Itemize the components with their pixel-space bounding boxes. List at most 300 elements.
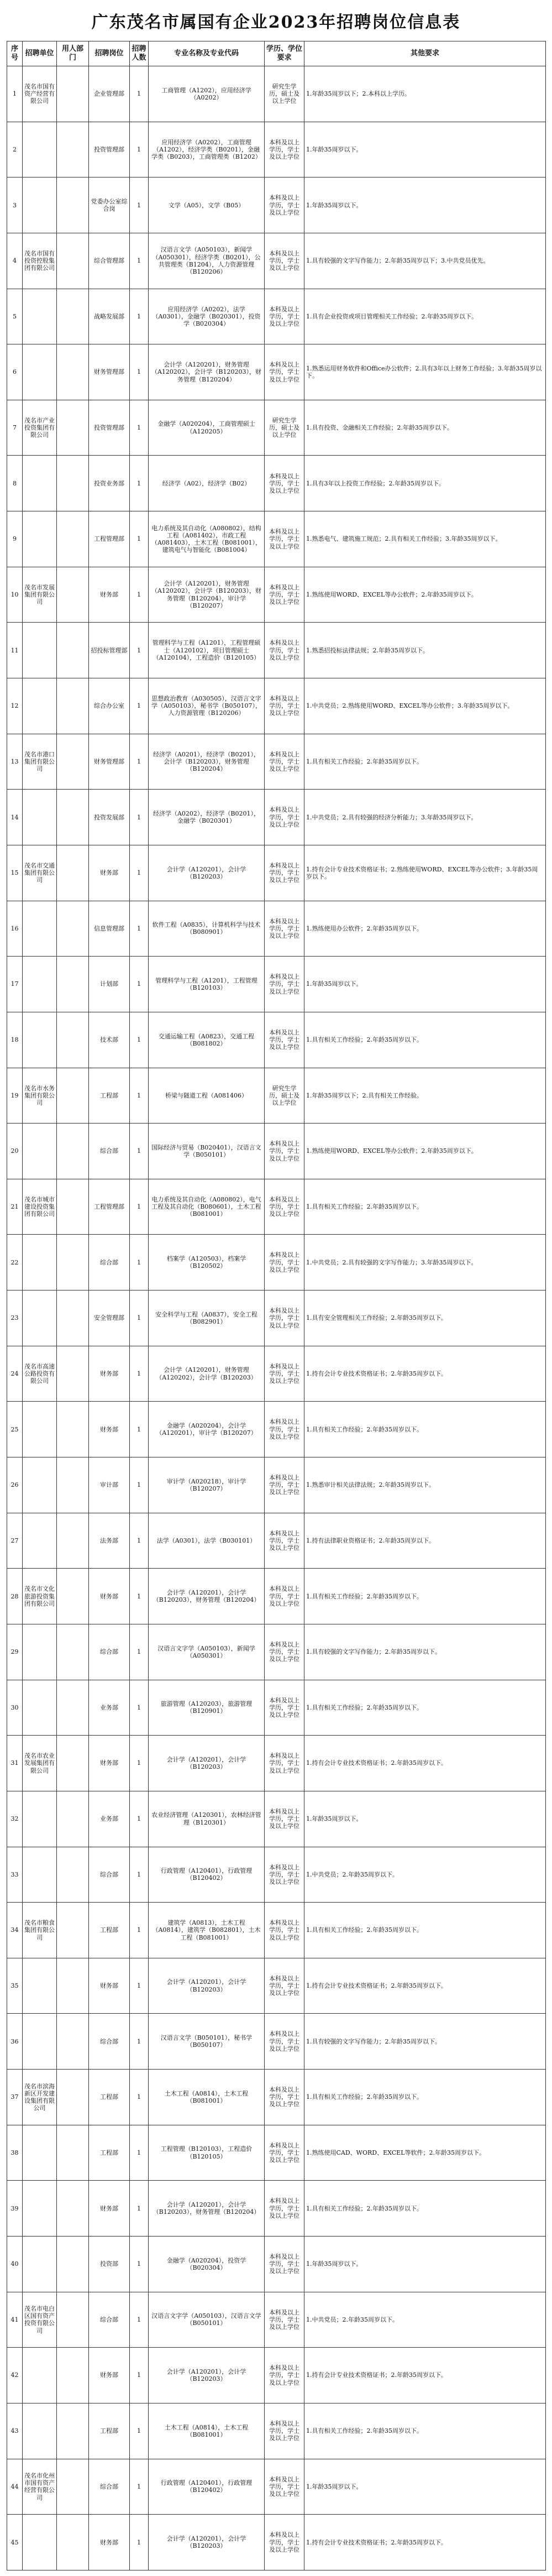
cell-other: 1.熟悉电气、建筑施工规范；2.具有相关工作经验；3.年龄35周岁以下。 <box>304 511 546 567</box>
cell-no: 31 <box>7 1736 23 1791</box>
cell-major: 经济学（A0202），经济学（B0201），金融学（B020301） <box>149 790 265 845</box>
cell-employer: 茂名市滨海新区开发建设集团有限公司 <box>23 2070 57 2125</box>
cell-employer <box>23 344 57 400</box>
cell-education: 本科及以上学历，学士及以上学位 <box>265 2459 304 2515</box>
cell-employer <box>23 1290 57 1346</box>
cell-count: 1 <box>130 289 149 344</box>
table-row <box>7 1569 546 1624</box>
cell-no: 10 <box>7 567 23 623</box>
cell-count: 1 <box>130 1346 149 1402</box>
cell-education: 本科及以上学历，学士及以上学位 <box>265 122 304 177</box>
cell-dept <box>57 2348 89 2403</box>
cell-major: 会计学（A120201），会计学（B120203），财务管理（B120204） <box>149 1569 265 1624</box>
cell-dept <box>57 2403 89 2459</box>
cell-employer <box>23 1624 57 1680</box>
cell-other: 1.熟悉运用财务软件和Office办公软件；2.具有3年以上财务工作经验；3.年龄35周岁以下。 <box>304 344 546 400</box>
cell-employer <box>23 2014 57 2070</box>
cell-no: 40 <box>7 2236 23 2292</box>
cell-job: 财务部 <box>89 2348 130 2403</box>
cell-major: 应用经济学（A0202），工商管理（A1202），经济学类（B0201），金融学类（B0203），工商管理类（B1202） <box>149 122 265 177</box>
cell-dept <box>57 511 89 567</box>
cell-dept <box>57 957 89 1012</box>
cell-count: 1 <box>130 1290 149 1346</box>
header-dept: 用人部门 <box>57 41 89 66</box>
cell-no: 26 <box>7 1457 23 1513</box>
cell-no: 2 <box>7 122 23 177</box>
cell-employer <box>23 901 57 957</box>
cell-count: 1 <box>130 1012 149 1068</box>
cell-job: 企业管理部 <box>89 66 130 122</box>
cell-employer <box>23 790 57 845</box>
cell-dept <box>57 289 89 344</box>
table-row <box>7 901 546 957</box>
cell-major: 行政管理（A120401），行政管理（B120402） <box>149 2459 265 2515</box>
cell-no: 32 <box>7 1791 23 1847</box>
cell-employer: 茂名市发展集团有限公司 <box>23 567 57 623</box>
cell-other: 1.年龄35周岁以下。 <box>304 2236 546 2292</box>
cell-other: 1.具有相关工作经验；2.年龄35周岁以下。 <box>304 1569 546 1624</box>
cell-employer: 茂名市产业投资集团有限公司 <box>23 400 57 456</box>
cell-major: 软件工程（A0835），计算机科学与技术（B080901） <box>149 901 265 957</box>
cell-no: 25 <box>7 1402 23 1457</box>
table-row <box>7 177 546 233</box>
cell-job: 计划部 <box>89 957 130 1012</box>
cell-other: 1.中共党员；2.具有较强的经济分析能力；3.年龄35周岁以下。 <box>304 790 546 845</box>
table-row <box>7 2292 546 2348</box>
cell-major: 会计学（A120201），会计学（B120203） <box>149 1736 265 1791</box>
cell-other: 1.持有法律职业资格证书；2.年龄35周岁以下。 <box>304 1513 546 1569</box>
cell-count: 1 <box>130 2403 149 2459</box>
cell-no: 9 <box>7 511 23 567</box>
table-row <box>7 1624 546 1680</box>
cell-employer <box>23 957 57 1012</box>
cell-other: 1.年龄35周岁以下。 <box>304 957 546 1012</box>
cell-no: 41 <box>7 2292 23 2348</box>
cell-major: 工程管理（B120103），工程造价（B120105） <box>149 2125 265 2181</box>
cell-job: 技术部 <box>89 1012 130 1068</box>
cell-job: 财务部 <box>89 845 130 901</box>
cell-job: 业务部 <box>89 1680 130 1736</box>
cell-major: 管理科学与工程（A1201），工程管理（B120103） <box>149 957 265 1012</box>
cell-major: 汉语言文字学（A050103），汉语言文学（B050101） <box>149 2292 265 2348</box>
cell-dept <box>57 1736 89 1791</box>
cell-education: 本科及以上学历，学士及以上学位 <box>265 1457 304 1513</box>
cell-employer <box>23 2403 57 2459</box>
cell-dept <box>57 1903 89 1958</box>
cell-no: 4 <box>7 233 23 289</box>
cell-no: 20 <box>7 1124 23 1179</box>
cell-education: 研究生学历，硕士及以上学位 <box>265 400 304 456</box>
cell-other: 1.具有较强的文字写作能力；2.年龄35周岁以下；3.中共党员优先。 <box>304 233 546 289</box>
cell-dept <box>57 2292 89 2348</box>
cell-major: 汉语言文字学（A050103），新闻学（A050301） <box>149 1624 265 1680</box>
cell-other: 1.具有相关工作经验；2.年龄35周岁以下。 <box>304 1179 546 1235</box>
cell-job: 综合办公室 <box>89 678 130 734</box>
cell-education: 本科及以上学历，学士及以上学位 <box>265 901 304 957</box>
cell-education: 本科及以上学历，学士及以上学位 <box>265 1290 304 1346</box>
cell-employer <box>23 1402 57 1457</box>
cell-dept <box>57 1513 89 1569</box>
cell-count: 1 <box>130 901 149 957</box>
cell-employer <box>23 1235 57 1290</box>
cell-education: 本科及以上学历，学士及以上学位 <box>265 734 304 790</box>
cell-education: 研究生学历，硕士及以上学位 <box>265 1068 304 1124</box>
header-count: 招聘人数 <box>130 41 149 66</box>
cell-no: 37 <box>7 2070 23 2125</box>
cell-job: 综合部 <box>89 2014 130 2070</box>
cell-major: 旅游管理（A120203），旅游管理（B120901） <box>149 1680 265 1736</box>
cell-count: 1 <box>130 567 149 623</box>
cell-dept <box>57 623 89 678</box>
cell-other: 1.具有相关工作经验；2.年龄35周岁以下。 <box>304 1402 546 1457</box>
table-row <box>7 1903 546 1958</box>
cell-employer <box>23 177 57 233</box>
cell-other: 1.年龄35周岁以下；2.本科以上学历。 <box>304 66 546 122</box>
cell-dept <box>57 66 89 122</box>
table-row <box>7 122 546 177</box>
cell-job: 综合部 <box>89 1847 130 1903</box>
cell-no: 19 <box>7 1068 23 1124</box>
cell-major: 土木工程（A0814），土木工程（B081001） <box>149 2403 265 2459</box>
cell-other: 1.年龄35周岁以下。 <box>304 2459 546 2515</box>
cell-education: 本科及以上学历，学士及以上学位 <box>265 2236 304 2292</box>
cell-education: 本科及以上学历，学士及以上学位 <box>265 2181 304 2237</box>
cell-major: 会计学（A120201），会计学（B120203） <box>149 2348 265 2403</box>
cell-major: 档案学（A120503），档案学（B120502） <box>149 1235 265 1290</box>
header-job: 招聘岗位 <box>89 41 130 66</box>
cell-job: 投资业务部 <box>89 456 130 511</box>
cell-other: 1.具有相关工作经验；2.年龄35周岁以下。 <box>304 2070 546 2125</box>
cell-dept <box>57 177 89 233</box>
cell-count: 1 <box>130 1903 149 1958</box>
cell-dept <box>57 2014 89 2070</box>
cell-job: 工程部 <box>89 2403 130 2459</box>
cell-count: 1 <box>130 233 149 289</box>
cell-employer: 茂名市化州市国有资产经营有限公司 <box>23 2459 57 2515</box>
cell-major: 土木工程（A0814），土木工程（B081001） <box>149 2070 265 2125</box>
cell-job: 投资发展部 <box>89 790 130 845</box>
cell-job: 财务管理部 <box>89 344 130 400</box>
cell-education: 本科及以上学历，学士及以上学位 <box>265 2014 304 2070</box>
cell-no: 24 <box>7 1346 23 1402</box>
cell-no: 7 <box>7 400 23 456</box>
cell-dept <box>57 2515 89 2570</box>
cell-other: 1.年龄35周岁以下。 <box>304 122 546 177</box>
cell-education: 本科及以上学历，学士及以上学位 <box>265 456 304 511</box>
cell-major: 行政管理（A120401），行政管理（B120402） <box>149 1847 265 1903</box>
cell-dept <box>57 2125 89 2181</box>
cell-education: 本科及以上学历，学士及以上学位 <box>265 1958 304 2014</box>
cell-employer <box>23 2515 57 2570</box>
cell-employer <box>23 1680 57 1736</box>
cell-other: 1.中共党员；2.年龄35周岁以下。 <box>304 2292 546 2348</box>
cell-job: 信息管理部 <box>89 901 130 957</box>
cell-employer: 茂名市港口集团有限公司 <box>23 734 57 790</box>
table-row <box>7 289 546 344</box>
cell-job: 安全管理部 <box>89 1290 130 1346</box>
cell-no: 1 <box>7 66 23 122</box>
cell-job: 投资部 <box>89 2236 130 2292</box>
header-other: 其他要求 <box>304 41 546 66</box>
cell-job: 综合部 <box>89 1235 130 1290</box>
table-body <box>7 66 546 2570</box>
cell-dept <box>57 1791 89 1847</box>
table-row <box>7 734 546 790</box>
cell-count: 1 <box>130 790 149 845</box>
cell-dept <box>57 456 89 511</box>
cell-major: 桥梁与隧道工程（A081406） <box>149 1068 265 1124</box>
cell-education: 本科及以上学历，学士及以上学位 <box>265 1179 304 1235</box>
cell-count: 1 <box>130 1457 149 1513</box>
cell-count: 1 <box>130 2348 149 2403</box>
cell-dept <box>57 1179 89 1235</box>
cell-education: 本科及以上学历，学士及以上学位 <box>265 2515 304 2570</box>
cell-job: 财务部 <box>89 1569 130 1624</box>
table-row <box>7 1290 546 1346</box>
cell-other: 1.具有3年以上投资工作经验；2.年龄35周岁以下。 <box>304 456 546 511</box>
cell-employer <box>23 1958 57 2014</box>
cell-job: 业务部 <box>89 1791 130 1847</box>
cell-education: 本科及以上学历，学士及以上学位 <box>265 1847 304 1903</box>
cell-other: 1.持有会计专业技术资格证书；2.年龄35周岁以下。 <box>304 1736 546 1791</box>
cell-dept <box>57 122 89 177</box>
cell-other: 1.具有相关工作经验；2.年龄35周岁以下。 <box>304 734 546 790</box>
cell-dept <box>57 1457 89 1513</box>
cell-major: 会计学（A120201），财务管理（A120202），会计学（B120203），财务管理（B120204），审计学（B120207） <box>149 567 265 623</box>
cell-education: 本科及以上学历，学士及以上学位 <box>265 1569 304 1624</box>
cell-no: 15 <box>7 845 23 901</box>
cell-count: 1 <box>130 1124 149 1179</box>
cell-education: 本科及以上学历，学士及以上学位 <box>265 567 304 623</box>
cell-count: 1 <box>130 957 149 1012</box>
table-row <box>7 2348 546 2403</box>
table-row <box>7 567 546 623</box>
cell-dept <box>57 1124 89 1179</box>
cell-no: 33 <box>7 1847 23 1903</box>
cell-employer <box>23 511 57 567</box>
cell-no: 42 <box>7 2348 23 2403</box>
cell-dept <box>57 1680 89 1736</box>
cell-other: 1.年龄35周岁以下；2.具有相关工作经验。 <box>304 1068 546 1124</box>
cell-education: 本科及以上学历，学士及以上学位 <box>265 1680 304 1736</box>
cell-employer: 茂名市城市建设投资集团有限公司 <box>23 1179 57 1235</box>
cell-employer <box>23 456 57 511</box>
table-row <box>7 678 546 734</box>
cell-count: 1 <box>130 1958 149 2014</box>
cell-employer <box>23 1457 57 1513</box>
cell-count: 1 <box>130 344 149 400</box>
cell-major: 会计学（A120201），会计学（B120203） <box>149 2515 265 2570</box>
cell-other: 1.熟练使用办公软件；2.年龄35周岁以下。 <box>304 901 546 957</box>
cell-employer <box>23 1791 57 1847</box>
header-employer: 招聘单位 <box>23 41 57 66</box>
cell-job: 工程部 <box>89 1903 130 1958</box>
cell-no: 14 <box>7 790 23 845</box>
job-table <box>7 41 546 2570</box>
cell-other: 1.持有会计专业技术资格证书；2.熟练使用WORD、EXCEL等办公软件；3.年龄35周岁以下。 <box>304 845 546 901</box>
cell-count: 1 <box>130 1847 149 1903</box>
cell-major: 文学（A05），文学（B05） <box>149 177 265 233</box>
cell-no: 5 <box>7 289 23 344</box>
table-row <box>7 845 546 901</box>
table-row <box>7 1736 546 1791</box>
cell-education: 本科及以上学历，学士及以上学位 <box>265 177 304 233</box>
cell-other: 1.持有会计专业技术资格证书；2.年龄35周岁以下。 <box>304 2348 546 2403</box>
cell-education: 本科及以上学历，学士及以上学位 <box>265 1791 304 1847</box>
cell-other: 1.具有较强的文字写作能力；2.年龄35周岁以下。 <box>304 2014 546 2070</box>
cell-dept <box>57 1569 89 1624</box>
header-education: 学历、学位要求 <box>265 41 304 66</box>
cell-employer: 茂名市农业发展集团有限公司 <box>23 1736 57 1791</box>
cell-education: 本科及以上学历，学士及以上学位 <box>265 2125 304 2181</box>
cell-no: 6 <box>7 344 23 400</box>
cell-major: 经济学（A02），经济学（B02） <box>149 456 265 511</box>
cell-major: 思想政治教育（A030505），汉语言文字学（A050103），秘书学（B050107），人力资源管理（B120206） <box>149 678 265 734</box>
cell-no: 30 <box>7 1680 23 1736</box>
cell-no: 13 <box>7 734 23 790</box>
cell-education: 研究生学历，硕士及以上学位 <box>265 66 304 122</box>
cell-major: 金融学（A020204），投资学（B020304） <box>149 2236 265 2292</box>
table-row <box>7 2403 546 2459</box>
table-row <box>7 2014 546 2070</box>
cell-no: 23 <box>7 1290 23 1346</box>
cell-employer <box>23 1513 57 1569</box>
cell-dept <box>57 2181 89 2237</box>
table-row <box>7 790 546 845</box>
cell-major: 汉语言文学（B050101），秘书学（B050107） <box>149 2014 265 2070</box>
cell-dept <box>57 567 89 623</box>
cell-other: 1.具有企业投资或项目管理相关工作经验；2.年龄35周岁以下。 <box>304 289 546 344</box>
cell-job: 财务部 <box>89 2181 130 2237</box>
cell-employer <box>23 1012 57 1068</box>
cell-employer <box>23 2181 57 2237</box>
cell-count: 1 <box>130 1068 149 1124</box>
cell-employer: 茂名市电白区国有资产投资有限公司 <box>23 2292 57 2348</box>
cell-major: 交通运输工程（A0823），交通工程（B081802） <box>149 1012 265 1068</box>
cell-education: 本科及以上学历，学士及以上学位 <box>265 1513 304 1569</box>
cell-major: 农业经济管理（A120301），农林经济管理（B120301） <box>149 1791 265 1847</box>
cell-count: 1 <box>130 1569 149 1624</box>
cell-count: 1 <box>130 2125 149 2181</box>
cell-education: 本科及以上学历，学士及以上学位 <box>265 623 304 678</box>
cell-count: 1 <box>130 1235 149 1290</box>
cell-no: 3 <box>7 177 23 233</box>
cell-no: 44 <box>7 2459 23 2515</box>
cell-education: 本科及以上学历，学士及以上学位 <box>265 511 304 567</box>
cell-education: 本科及以上学历，学士及以上学位 <box>265 1736 304 1791</box>
cell-dept <box>57 1235 89 1290</box>
table-row <box>7 1402 546 1457</box>
table-row <box>7 2125 546 2181</box>
cell-job: 工程部 <box>89 2070 130 2125</box>
cell-education: 本科及以上学历，学士及以上学位 <box>265 2348 304 2403</box>
table-row <box>7 456 546 511</box>
cell-count: 1 <box>130 1791 149 1847</box>
cell-dept <box>57 1402 89 1457</box>
cell-no: 18 <box>7 1012 23 1068</box>
cell-major: 汉语言文学（A050103），新闻学（A050301），经济学类（B0201），公共管理类（B1204），人力资源管理（B120206） <box>149 233 265 289</box>
cell-dept <box>57 1290 89 1346</box>
cell-dept <box>57 2236 89 2292</box>
cell-education: 本科及以上学历，学士及以上学位 <box>265 1903 304 1958</box>
cell-other: 1.年龄35周岁以下。 <box>304 177 546 233</box>
table-row <box>7 1179 546 1235</box>
cell-job: 综合部 <box>89 1124 130 1179</box>
cell-other: 1.具有投资、金融相关工作经验；2.年龄35周岁以下。 <box>304 400 546 456</box>
cell-major: 工商管理（A1202），应用经济学（A0202） <box>149 66 265 122</box>
cell-education: 本科及以上学历，学士及以上学位 <box>265 289 304 344</box>
cell-other: 1.中共党员；2.年龄35周岁以下。 <box>304 1847 546 1903</box>
cell-job: 财务部 <box>89 2515 130 2570</box>
cell-employer <box>23 623 57 678</box>
cell-education: 本科及以上学历，学士及以上学位 <box>265 1124 304 1179</box>
table-row <box>7 66 546 122</box>
cell-job: 招投标管理部 <box>89 623 130 678</box>
cell-dept <box>57 400 89 456</box>
cell-education: 本科及以上学历，学士及以上学位 <box>265 1624 304 1680</box>
cell-other: 1.中共党员；2.具有较强的文字写作能力；3.年龄35周岁以下。 <box>304 1235 546 1290</box>
cell-other: 1.具有相关工作经验；2.年龄35周岁以下。 <box>304 1680 546 1736</box>
cell-count: 1 <box>130 1179 149 1235</box>
table-row <box>7 1847 546 1903</box>
cell-no: 36 <box>7 2014 23 2070</box>
table-row <box>7 1457 546 1513</box>
cell-employer: 茂名市粮食集团有限公司 <box>23 1903 57 1958</box>
table-row <box>7 2070 546 2125</box>
cell-major: 金融学（A020204），会计学（A120201），审计学（B120207） <box>149 1402 265 1457</box>
cell-other: 1.具有较强的文字写作能力；2.年龄35周岁以下。 <box>304 1624 546 1680</box>
cell-count: 1 <box>130 2292 149 2348</box>
cell-education: 本科及以上学历，学士及以上学位 <box>265 233 304 289</box>
cell-no: 39 <box>7 2181 23 2237</box>
cell-employer: 茂名市水务集团有限公司 <box>23 1068 57 1124</box>
cell-count: 1 <box>130 2236 149 2292</box>
cell-dept <box>57 901 89 957</box>
cell-employer <box>23 1124 57 1179</box>
table-row <box>7 623 546 678</box>
table-row <box>7 1068 546 1124</box>
cell-no: 38 <box>7 2125 23 2181</box>
cell-job: 财务部 <box>89 567 130 623</box>
job-table-wrapper <box>7 41 545 2570</box>
cell-job: 党委办公室综合岗 <box>89 177 130 233</box>
cell-count: 1 <box>130 66 149 122</box>
table-row <box>7 1791 546 1847</box>
cell-count: 1 <box>130 623 149 678</box>
cell-employer <box>23 678 57 734</box>
table-row <box>7 1346 546 1402</box>
cell-job: 工程部 <box>89 1068 130 1124</box>
table-header-row <box>7 41 546 66</box>
cell-dept <box>57 1958 89 2014</box>
header-no: 序号 <box>7 41 23 66</box>
cell-other: 1.持有会计专业技术资格证书；2.年龄35周岁以下。 <box>304 1346 546 1402</box>
cell-job: 综合部 <box>89 1624 130 1680</box>
cell-count: 1 <box>130 400 149 456</box>
cell-other: 1.熟练使用CAD、WORD、EXCEL等软件；2.年龄35周岁以下。 <box>304 2125 546 2181</box>
cell-count: 1 <box>130 177 149 233</box>
cell-job: 工程管理部 <box>89 1179 130 1235</box>
cell-no: 22 <box>7 1235 23 1290</box>
cell-major: 法学（A0301），法学（B030101） <box>149 1513 265 1569</box>
cell-job: 综合管理部 <box>89 233 130 289</box>
cell-education: 本科及以上学历，学士及以上学位 <box>265 790 304 845</box>
cell-no: 16 <box>7 901 23 957</box>
cell-other: 1.熟悉招投标法律法规；2.年龄35周岁以下。 <box>304 623 546 678</box>
cell-education: 本科及以上学历，学士及以上学位 <box>265 845 304 901</box>
cell-dept <box>57 790 89 845</box>
cell-employer: 茂名市文化旅游投资集团有限公司 <box>23 1569 57 1624</box>
